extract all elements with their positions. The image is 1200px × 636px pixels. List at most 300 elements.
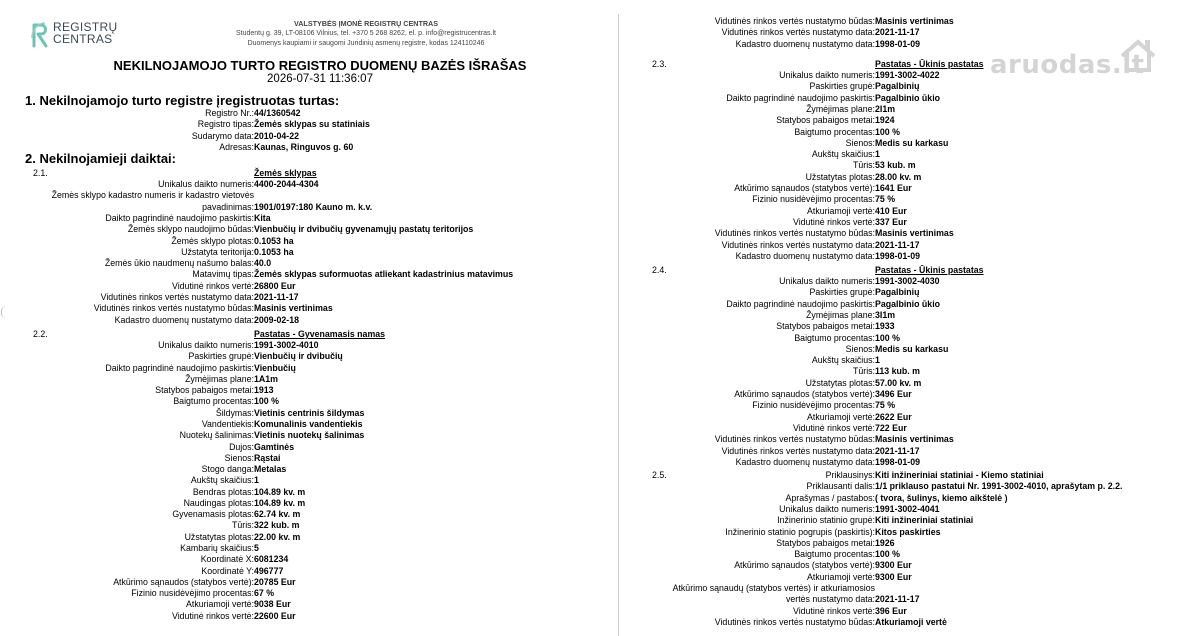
field-value: Vienbučių	[254, 362, 296, 373]
field-value: Pagalbinių	[875, 81, 920, 92]
field-label: Baigtumo procentas:	[794, 126, 875, 137]
item-2-4-row	[626, 366, 1196, 377]
field-label: Atkūrimo sąnaudos (statybos vertė):	[734, 389, 875, 399]
field-label: Baigtumo procentas:	[794, 332, 875, 343]
field-label: Atkuriamoji vertė:	[807, 411, 875, 422]
item-2-2-row	[0, 599, 600, 610]
field-value: 44/1360542	[254, 108, 301, 118]
field-value: 1	[875, 355, 880, 366]
item-2-3-number: 2.3.	[652, 59, 667, 69]
item-2-4-row	[626, 457, 1196, 468]
item-2-2-number: 2.2.	[33, 329, 48, 339]
field-label: Vidutinės rinkos vertės nustatymo data:	[721, 445, 875, 456]
item-2-5-number: 2.5.	[652, 470, 667, 480]
field-value: 26800 Eur	[254, 280, 296, 291]
field-label: Tūris:	[232, 520, 254, 531]
field-label: Šildymas:	[215, 407, 254, 418]
item-2-3-row	[626, 251, 1196, 262]
item-2-5-row	[626, 504, 1196, 515]
field-value: 2021-11-17	[875, 594, 920, 605]
field-label: Unikalus daikto numeris:	[779, 503, 875, 514]
item-2-1-row	[0, 190, 600, 201]
field-value: 396 Eur	[875, 605, 907, 616]
org-note: Duomenys kaupiami ir saugomi Juridinių asmenų registre, kodas 124110246	[247, 40, 485, 47]
item-2-4-row	[626, 423, 1196, 434]
field-label: Vidutinės rinkos vertės nustatymo data:	[100, 292, 254, 302]
org-name: VALSTYBĖS ĮMONĖ REGISTRŲ CENTRAS	[293, 19, 439, 28]
item-2-3-row	[626, 228, 1196, 239]
item-2-3-row	[626, 183, 1196, 194]
field-label: Kambarių skaičius:	[180, 543, 254, 554]
item-2-3-row	[626, 149, 1196, 160]
field-value: 3496 Eur	[875, 389, 912, 399]
field-value: Atkuriamoji vertė	[875, 616, 947, 627]
item-2-1-row	[0, 269, 600, 280]
field-label: Atkūrimo sąnaudos (statybos vertė):	[113, 576, 254, 587]
field-label: Žemės sklypo naudojimo būdas:	[127, 224, 254, 235]
item-2-4-row	[626, 400, 1196, 411]
item-2-2-row	[0, 509, 600, 520]
field-value: Masinis vertinimas	[875, 228, 954, 239]
field-label: Vidutinės rinkos vertės nustatymo data:	[721, 27, 875, 38]
field-label: Aukštų skaičius:	[190, 475, 254, 486]
item-2-2-row	[0, 554, 600, 565]
item-2-5-row	[626, 493, 1196, 504]
field-label: Kadastro duomenų nustatymo data:	[735, 38, 875, 49]
field-value: 1913	[254, 385, 274, 396]
section1-row	[0, 108, 600, 119]
field-value: 9300 Eur	[875, 571, 912, 582]
item-2-2-row	[0, 408, 600, 419]
field-label: Priklausinys:	[825, 470, 875, 480]
field-value: 1998-01-09	[875, 38, 920, 49]
field-value: Kiti inžineriniai statiniai	[875, 515, 974, 526]
field-value: Žemės sklypas su statiniais	[254, 119, 370, 130]
item-2-4-row	[626, 333, 1196, 344]
item-2-2-row	[0, 487, 600, 498]
field-label: Koordinatė X:	[200, 554, 254, 565]
field-value: 2021-11-17	[875, 27, 920, 38]
item-2-5-row	[626, 538, 1196, 549]
field-value: 2021-11-17	[875, 445, 920, 456]
field-value: 337 Eur	[875, 216, 907, 227]
field-value: 1641 Eur	[875, 183, 912, 193]
field-value: 100 %	[875, 549, 900, 560]
field-value: 3I1m	[875, 309, 896, 320]
item-2-1-row	[0, 281, 600, 292]
item-2-5-row	[626, 606, 1196, 617]
item-2-3-row	[626, 240, 1196, 251]
field-label: Statybos pabaigos metai:	[776, 321, 875, 332]
field-label: Kadastro duomenų nustatymo data:	[735, 250, 875, 261]
field-label: Sudarymo data:	[191, 130, 254, 141]
field-label: Fizinio nusidėvėjimo procentas:	[131, 588, 254, 599]
field-label: Paskirties grupė:	[809, 81, 875, 92]
field-value: 2I1m	[875, 103, 896, 114]
field-value: 5	[254, 543, 259, 554]
field-value: Masinis vertinimas	[875, 434, 954, 445]
field-value: ( tvora, šulinys, kiemo aikštelė )	[875, 492, 1008, 503]
field-value: 322 kub. m	[254, 520, 300, 531]
section1-heading: 1. Nekilnojamojo turto registre įregistruotas turtas:	[25, 93, 340, 108]
field-value: Komunalinis vandentiekis	[254, 418, 363, 429]
item-2-5-row	[626, 481, 1196, 492]
item-2-1-row	[0, 315, 600, 326]
field-label: Žemės ūkio naudmenų našumo balas:	[104, 258, 254, 269]
item-2-4-row	[626, 321, 1196, 332]
field-label: Atkūrimo sąnaudos (statybos vertė):	[734, 560, 875, 571]
field-value: Kitos paskirties	[875, 526, 941, 537]
field-label: Vandentiekis:	[201, 418, 254, 429]
field-value: 75 %	[875, 400, 896, 411]
field-value: Medis su karkasu	[875, 343, 949, 354]
field-value: Vienbučių ir dvibučių	[254, 351, 343, 362]
item-2-3-row	[626, 172, 1196, 183]
item-2-2-row	[0, 532, 600, 543]
field-label: Užstatytas plotas:	[805, 377, 875, 388]
field-value: 0.1053 ha	[254, 235, 294, 246]
field-label: Tūris:	[853, 366, 875, 377]
logo-mark-icon	[30, 20, 52, 50]
field-label: Priklausanti dalis:	[806, 481, 875, 492]
item-2-5-row	[626, 470, 1196, 481]
field-value: 22.00 kv. m	[254, 531, 301, 542]
item-2-5-row	[626, 594, 1196, 605]
item-2-4-row	[626, 310, 1196, 321]
field-label: Registro Nr.:	[205, 108, 254, 118]
item-2-2-row	[0, 475, 600, 486]
document-page-right	[626, 0, 1200, 636]
field-value: 28.00 kv. m	[875, 171, 922, 182]
field-label: Užstatytas plotas:	[184, 531, 254, 542]
field-value: 100 %	[875, 126, 900, 137]
field-value: 1933	[875, 321, 895, 332]
item-2-3-row	[626, 115, 1196, 126]
field-value: 2021-11-17	[875, 239, 920, 250]
field-value: Kiti inžineriniai statiniai - Kiemo statiniai	[875, 470, 1044, 480]
item-2-4-title: Pastatas - Ūkinis pastatas	[875, 265, 984, 275]
field-label: Vidutinės rinkos vertės nustatymo būdas:	[714, 616, 875, 627]
field-label: Užstatyta teritorija:	[181, 246, 254, 257]
field-label: Fizinio nusidėvėjimo procentas:	[752, 194, 875, 205]
item-2-2-row	[0, 611, 600, 622]
page-divider	[618, 14, 619, 636]
item-2-4-row	[626, 276, 1196, 287]
field-value: 9038 Eur	[254, 599, 291, 610]
item-2-2-row	[0, 351, 600, 362]
field-value: Žemės sklypas suformuotas atliekant kadastrinius matavimus	[254, 269, 514, 280]
field-label: Aukštų skaičius:	[811, 355, 875, 366]
field-label: Stogo danga:	[201, 464, 254, 475]
item-2-2-row	[0, 498, 600, 509]
field-value: 722 Eur	[875, 422, 907, 433]
field-value: 6081234	[254, 554, 289, 565]
org-info	[166, 19, 566, 49]
field-label: Daikto pagrindinė naudojimo paskirtis:	[105, 362, 254, 373]
field-label: Žemės sklypo kadastro numeris ir kadastro vietovės	[51, 190, 254, 201]
item-2-2-row	[0, 464, 600, 475]
field-label: Daikto pagrindinė naudojimo paskirtis:	[105, 212, 254, 223]
field-label: Vidutinė rinkos vertė:	[172, 610, 254, 621]
document-date: 2026-07-31 11:36:07	[267, 73, 373, 85]
field-label: Inžinerinio statinio grupė:	[777, 515, 875, 526]
item-2-1-row	[0, 224, 600, 235]
item-2-5-row	[626, 583, 1196, 594]
field-label: Dujos:	[229, 441, 254, 452]
field-value: 1	[875, 149, 880, 160]
aruodas-watermark: aruodas.lt	[990, 50, 1145, 80]
field-value: 104.89 kv. m	[254, 486, 306, 497]
item-2-4-row	[626, 378, 1196, 389]
item-2-2-row	[0, 385, 600, 396]
item-2-5-row	[626, 549, 1196, 560]
field-value: 100 %	[254, 396, 279, 407]
field-label: Gyvenamasis plotas:	[172, 509, 254, 520]
item-2-1-row	[0, 179, 600, 190]
field-label: Atkuriamoji vertė:	[186, 599, 254, 610]
field-value: Kaunas, Ringuvos g. 60	[254, 141, 354, 152]
field-value: 20785 Eur	[254, 576, 296, 587]
field-label: Sienos:	[224, 452, 254, 463]
field-label: pavadinimas:	[202, 201, 254, 212]
field-value: 53 kub. m	[875, 160, 916, 171]
field-label: Kadastro duomenų nustatymo data:	[735, 456, 875, 467]
item-2-5-row	[626, 527, 1196, 538]
document-title: NEKILNOJAMOJO TURTO REGISTRO DUOMENŲ BAZĖS IŠRAŠAS	[113, 58, 527, 73]
field-value: 1991-3002-4010	[254, 340, 319, 350]
field-value: 1	[254, 475, 259, 486]
item-2-4-row	[626, 434, 1196, 445]
registru-centras-logo	[30, 20, 140, 50]
field-label: Vidutinės rinkos vertės nustatymo būdas:	[714, 434, 875, 445]
field-label: Bendras plotas:	[192, 486, 254, 497]
field-label: Daikto pagrindinė naudojimo paskirtis:	[726, 298, 875, 309]
field-value: 1/1 priklauso pastatui Nr. 1991-3002-4010, aprašytam p. 2.2.	[875, 481, 1123, 492]
field-value: 1991-3002-4022	[875, 70, 940, 80]
right-top-row	[626, 39, 1196, 50]
watermark-house-icon	[1118, 36, 1158, 76]
field-label: Naudingas plotas:	[183, 497, 254, 508]
item-2-1-row	[0, 292, 600, 303]
logo-text-line2: CENTRAS	[53, 32, 113, 46]
field-label: Unikalus daikto numeris:	[779, 276, 875, 286]
field-value: 113 kub. m	[875, 366, 920, 377]
field-value: 2010-04-22	[254, 130, 299, 141]
item-2-2-row	[0, 520, 600, 531]
item-2-1-number: 2.1.	[33, 168, 48, 178]
field-value: Masinis vertinimas	[254, 303, 333, 314]
item-2-2-row	[0, 363, 600, 374]
field-value: 4400-2044-4304	[254, 179, 319, 189]
org-address: Studentų g. 39, LT-08106 Vilnius, tel. +370 5 268 8262, el. p. info@registrucentras.lt	[236, 30, 496, 37]
field-label: Atkūrimo sąnaudos (statybos vertė):	[734, 183, 875, 193]
field-label: Atkuriamoji vertė:	[807, 571, 875, 582]
field-label: Žemės sklypo plotas:	[171, 235, 254, 246]
field-label: Koordinatė Y:	[201, 565, 254, 576]
field-value: 0.1053 ha	[254, 246, 294, 257]
item-2-2-title: Pastatas - Gyvenamasis namas	[254, 329, 386, 339]
field-label: Matavimų tipas:	[192, 269, 254, 280]
field-label: Užstatytas plotas:	[805, 171, 875, 182]
field-value: 40.0	[254, 258, 272, 269]
field-label: Kadastro duomenų nustatymo data:	[114, 314, 254, 325]
field-label: Baigtumo procentas:	[794, 549, 875, 560]
item-2-2-row	[0, 588, 600, 599]
field-label: Daikto pagrindinė naudojimo paskirtis:	[726, 92, 875, 103]
field-value: Rąstai	[254, 452, 281, 463]
field-label: Vidutinė rinkos vertė:	[793, 605, 875, 616]
item-2-2-row	[0, 419, 600, 430]
item-2-2-row	[0, 340, 600, 351]
item-2-1-row	[0, 213, 600, 224]
field-label: Paskirties grupė:	[188, 351, 254, 362]
item-2-5-row	[626, 617, 1196, 628]
field-value: 22600 Eur	[254, 610, 296, 621]
item-2-4-row	[626, 344, 1196, 355]
item-2-1-row	[0, 258, 600, 269]
item-2-2-row	[0, 396, 600, 407]
field-label: Vidutinės rinkos vertės nustatymo būdas:	[93, 303, 254, 314]
item-2-3-row	[626, 104, 1196, 115]
field-value: Vienbučių ir dvibučių gyvenamųjų pastatų teritorijos	[254, 224, 474, 235]
field-label: Statybos pabaigos metai:	[155, 385, 254, 396]
item-2-3-row	[626, 194, 1196, 205]
field-label: Atkuriamoji vertė:	[807, 205, 875, 216]
field-value: Masinis vertinimas	[875, 16, 954, 26]
field-value: 1991-3002-4041	[875, 503, 940, 514]
field-value: 62.74 kv. m	[254, 509, 301, 520]
field-label: Paskirties grupė:	[809, 287, 875, 298]
section1-row	[0, 119, 600, 130]
field-value: 1924	[875, 115, 895, 126]
page-edge-mark	[1, 306, 6, 318]
field-value: Vietinis centrinis šildymas	[254, 407, 365, 418]
field-label: Vidutinė rinkos vertė:	[793, 216, 875, 227]
field-value: Vietinis nuotekų šalinimas	[254, 430, 365, 441]
item-2-3-row	[626, 127, 1196, 138]
field-value: 2009-02-18	[254, 314, 299, 325]
item-2-4-row	[626, 446, 1196, 457]
field-label: Sienos:	[845, 137, 875, 148]
item-2-2-row	[0, 566, 600, 577]
item-2-3-row	[626, 217, 1196, 228]
field-value: 1926	[875, 537, 895, 548]
field-label: Adresas:	[219, 141, 254, 152]
field-value: Pagalbinio ūkio	[875, 92, 941, 103]
item-2-2-row	[0, 577, 600, 588]
field-label: Vidutinė rinkos vertė:	[172, 280, 254, 291]
field-label: Tūris:	[853, 160, 875, 171]
field-value: 2021-11-17	[254, 292, 299, 302]
field-label: Vidutinės rinkos vertės nustatymo data:	[721, 239, 875, 250]
field-label: Vidutinės rinkos vertės nustatymo būdas:	[714, 228, 875, 239]
field-label: Unikalus daikto numeris:	[158, 340, 254, 350]
field-label: Aukštų skaičius:	[811, 149, 875, 160]
field-value: 2622 Eur	[875, 411, 912, 422]
field-value: 1A1m	[254, 373, 278, 384]
field-value: 1901/0197:180 Kauno m. k.v.	[254, 201, 373, 212]
field-value: 1998-01-09	[875, 250, 920, 261]
item-2-4-row	[626, 299, 1196, 310]
item-2-1-title: Žemės sklypas	[254, 168, 317, 178]
item-2-2-row	[0, 453, 600, 464]
field-label: Statybos pabaigos metai:	[776, 115, 875, 126]
field-label: Nuotekų šalinimas:	[179, 430, 254, 441]
field-value: 1998-01-09	[875, 456, 920, 467]
item-2-4-number: 2.4.	[652, 265, 667, 275]
field-value: Medis su karkasu	[875, 137, 949, 148]
field-value: 100 %	[875, 332, 900, 343]
field-label: Statybos pabaigos metai:	[776, 537, 875, 548]
section1-row	[0, 131, 600, 142]
item-2-2-row	[0, 430, 600, 441]
field-label: Registro tipas:	[197, 119, 254, 130]
item-2-3-title: Pastatas - Ūkinis pastatas	[875, 59, 984, 69]
field-label: Unikalus daikto numeris:	[779, 70, 875, 80]
field-value: Gamtinės	[254, 441, 295, 452]
field-value: 9300 Eur	[875, 560, 912, 571]
item-2-3-row	[626, 206, 1196, 217]
item-2-5-row	[626, 560, 1196, 571]
field-label: Vidutinė rinkos vertė:	[793, 422, 875, 433]
right-top-row	[626, 27, 1196, 38]
section2-heading: 2. Nekilnojamieji daiktai:	[25, 151, 176, 166]
field-value: 104.89 kv. m	[254, 497, 306, 508]
field-label: Sienos:	[845, 343, 875, 354]
item-2-2-row	[0, 543, 600, 554]
item-2-1-row	[0, 236, 600, 247]
item-2-3-row	[626, 81, 1196, 92]
field-label: vertės nustatymo data:	[786, 594, 875, 605]
item-2-4-row	[626, 412, 1196, 423]
field-label: Atkūrimo sąnaudų (statybos vertės) ir atkuriamosios	[672, 583, 875, 593]
field-value: 75 %	[875, 194, 896, 205]
item-2-1-row	[0, 303, 600, 314]
right-top-row	[626, 16, 1196, 27]
item-2-4-row	[626, 389, 1196, 400]
field-label: Žymėjimas plane:	[185, 373, 254, 384]
field-value: 1991-3002-4030	[875, 276, 940, 286]
item-2-1-row	[0, 202, 600, 213]
field-value: Pagalbinių	[875, 287, 920, 298]
item-2-3-row	[626, 93, 1196, 104]
field-value: Pagalbinio ūkio	[875, 298, 941, 309]
field-label: Inžinerinio statinio pogrupis (paskirtis):	[725, 526, 875, 537]
field-label: Fizinio nusidėvėjimo procentas:	[752, 400, 875, 411]
item-2-4-row	[626, 287, 1196, 298]
field-value: 410 Eur	[875, 205, 907, 216]
item-2-3-row	[626, 160, 1196, 171]
field-label: Vidutinės rinkos vertės nustatymo būdas:	[714, 16, 875, 26]
field-label: Unikalus daikto numeris:	[158, 179, 254, 189]
field-label: Žymėjimas plane:	[806, 103, 875, 114]
item-2-4-row	[626, 355, 1196, 366]
field-label: Baigtumo procentas:	[173, 396, 254, 407]
item-2-3-row	[626, 138, 1196, 149]
item-2-2-row	[0, 442, 600, 453]
field-value: Kita	[254, 212, 271, 223]
field-value: 496777	[254, 565, 284, 576]
field-label: Aprašymas / pastabos:	[785, 492, 875, 503]
field-value: 57.00 kv. m	[875, 377, 922, 388]
item-2-5-row	[626, 572, 1196, 583]
logo-text-line1: REGISTRŲ	[53, 20, 118, 34]
item-2-5-row	[626, 515, 1196, 526]
field-value: 67 %	[254, 588, 275, 599]
item-2-2-row	[0, 374, 600, 385]
field-label: Žymėjimas plane:	[806, 309, 875, 320]
field-value: Metalas	[254, 464, 287, 475]
